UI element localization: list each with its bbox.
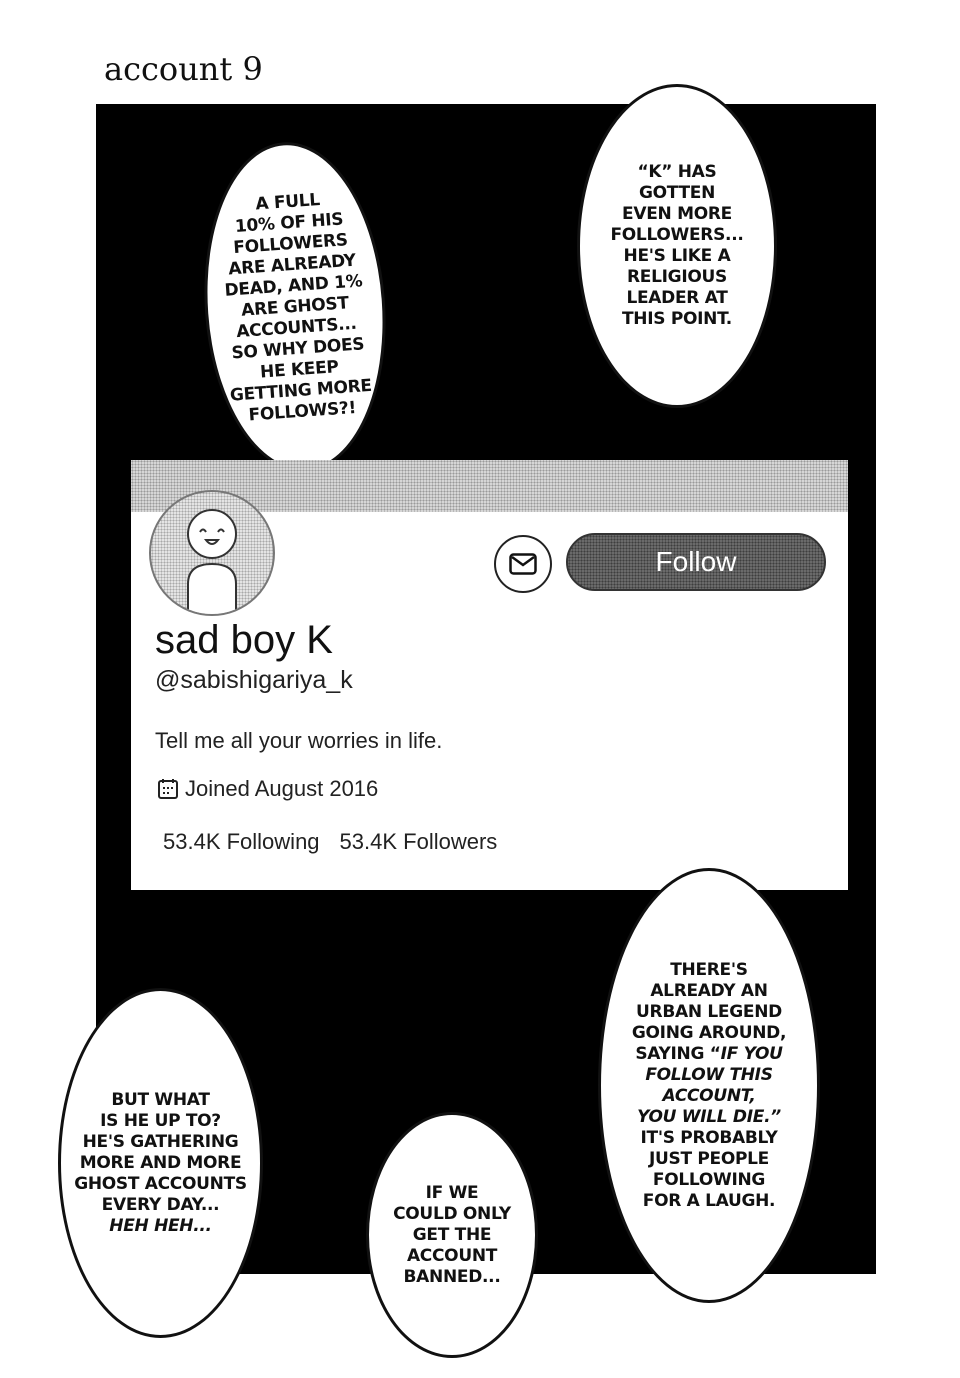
followers-count[interactable]: 53.4K Followers	[339, 829, 498, 854]
speech-bubble-text: IF WE COULD ONLY GET THE ACCOUNT BANNED...	[393, 1182, 511, 1287]
speech-bubble-text: “K” HAS GOTTEN EVEN MORE FOLLOWERS... HE'S LIKE A RELIGIOUS LEADER AT THIS POINT.	[610, 162, 744, 329]
speech-bubble-text-part: IT'S PROBABLY JUST PEOPLE FOLLOWING FOR A LAUGH.	[640, 1127, 778, 1211]
speech-bubble-text-part: BUT WHAT IS HE UP TO? HE'S GATHERING MORE AND MORE GHOST ACCOUNTS EVERY DAY...	[74, 1089, 247, 1215]
chapter-title: account 9	[104, 50, 263, 88]
speech-bubble-text	[74, 1090, 247, 1237]
mail-icon	[509, 553, 537, 575]
smiling-person-icon	[151, 492, 273, 614]
avatar[interactable]	[149, 490, 275, 616]
following-count[interactable]: 53.4K Following	[163, 829, 320, 854]
follow-stats	[163, 829, 497, 855]
profile-bio: Tell me all your worries in life.	[155, 728, 443, 753]
speech-bubble-bottom-right	[598, 868, 820, 1303]
speech-bubble-text-italic: HEH HEH...	[109, 1215, 212, 1236]
speech-bubble-text-italic: IF YOU FOLLOW THIS ACCOUNT, YOU WILL DIE.”	[637, 1043, 783, 1127]
speech-bubble-text: A FULL 10% OF HIS FOLLOWERS ARE ALREADY DEAD, AND 1% ARE GHOST ACCOUNTS... SO WHY DOES HE KEEP GETTING MORE FOLLOWS?!	[223, 189, 373, 425]
follow-button[interactable]: Follow	[566, 533, 826, 591]
profile-card	[131, 460, 848, 890]
message-button[interactable]	[494, 535, 552, 593]
speech-bubble-text	[632, 960, 786, 1212]
join-date	[157, 776, 378, 802]
display-name: sad boy K	[155, 618, 333, 662]
speech-bubble-top-right	[577, 84, 777, 408]
speech-bubble-bottom-center	[366, 1112, 538, 1358]
speech-bubble-text-part: THERE'S ALREADY AN URBAN LEGEND GOING AROUND, SAYING “	[631, 959, 787, 1064]
calendar-icon	[157, 778, 179, 800]
user-handle[interactable]: @sabishigariya_k	[155, 666, 353, 694]
speech-bubble-bottom-left	[58, 988, 263, 1338]
join-date-text: Joined August 2016	[185, 776, 379, 801]
